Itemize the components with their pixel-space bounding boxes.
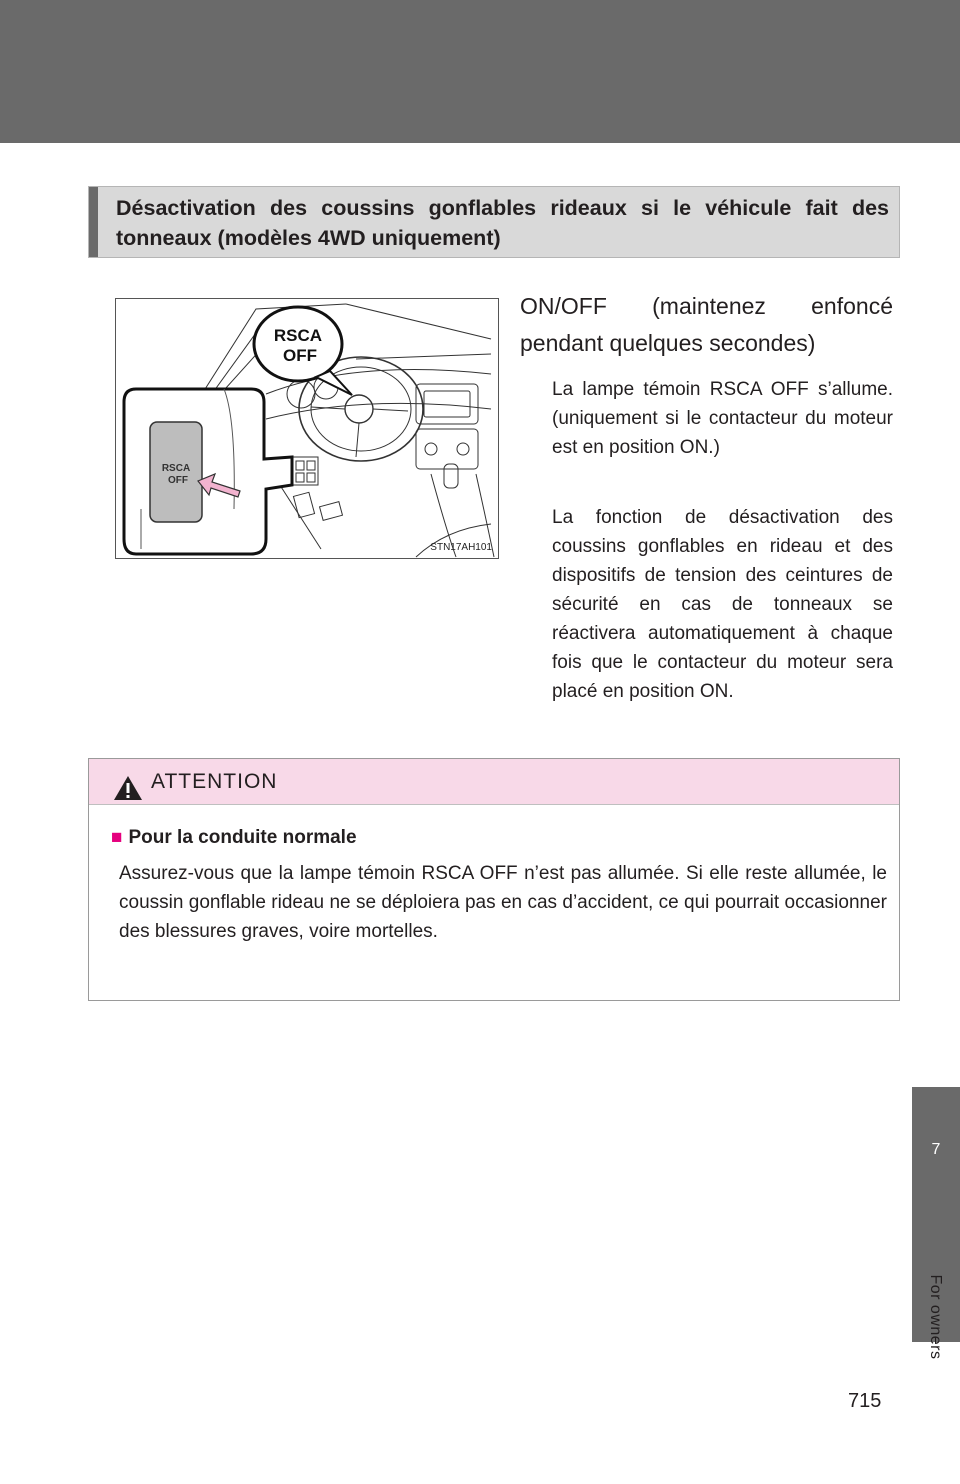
section-header: [88, 186, 900, 258]
attention-title: ATTENTION: [151, 770, 278, 793]
chapter-number: 7: [931, 1141, 941, 1158]
step-paragraph-2: La fonction de désactivation des coussins gonflables en rideau et des dispositifs de tension des ceintures de sécurité en cas de tonneaux se réactivera automatiquement à chaque fois que le contacteur du moteur sera placé en position ON.: [552, 507, 893, 702]
zoom-panel: [124, 389, 292, 554]
step-paragraph-1: La lampe témoin RSCA OFF s’allume. (uniquement si le contacteur du moteur est en position ON.): [552, 379, 893, 458]
attention-box: [88, 758, 900, 1001]
attention-text: Assurez-vous que la lampe témoin RSCA OFF n’est pas allumée. Si elle reste allumée, le coussin gonflable rideau ne se déploiera pas en cas d’accident, ce qui pourrait occasionner des blessures graves, voire mortelles.: [119, 863, 887, 942]
chapter-label-text: For owners: [927, 1274, 944, 1360]
figure-code: STN17AH101: [430, 542, 492, 553]
top-band: [0, 0, 960, 143]
section-header-bar: [89, 187, 98, 257]
attention-subhead: [111, 827, 357, 849]
page-number: 715: [848, 1390, 882, 1412]
chapter-label: [920, 1262, 950, 1372]
dashboard-illustration: [115, 298, 499, 559]
svg-text:RSCA: RSCA: [161, 463, 191, 474]
warning-icon: [113, 775, 143, 801]
section-title: Désactivation des coussins gonflables rideaux si le véhicule fait des tonneaux (modèles 4WD uniquement): [116, 196, 889, 250]
svg-text:OFF: OFF: [168, 475, 188, 486]
step-title: ON/OFF (maintenez enfoncé pendant quelques secondes): [520, 293, 893, 356]
square-bullet-icon: ■: [111, 827, 123, 848]
svg-text:OFF: OFF: [283, 346, 317, 365]
dashboard-drawing: [116, 299, 498, 558]
svg-text:RSCA: RSCA: [273, 326, 323, 345]
attention-subhead-text: Pour la conduite normale: [128, 827, 357, 848]
attention-header: [89, 759, 899, 805]
